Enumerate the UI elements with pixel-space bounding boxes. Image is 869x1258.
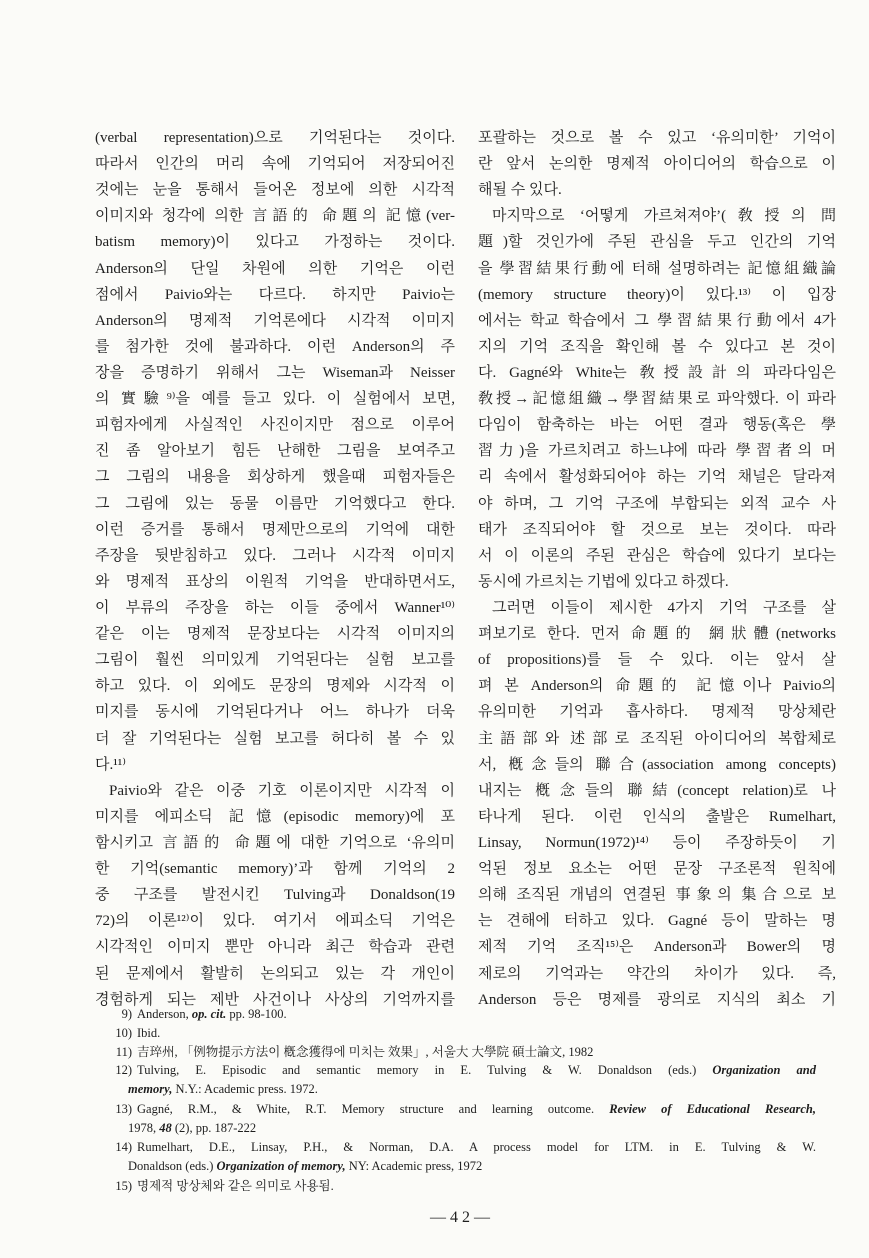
footnote-text: Ibid. xyxy=(137,1026,161,1040)
right-column-line: 제로의 기억과는 약간의 차이가 있다. 즉, xyxy=(478,965,836,982)
right-column-line: 타나게 된다. 이런 인식의 출발은 Rumelhart, xyxy=(478,808,836,825)
left-column-line: 다.¹¹⁾ xyxy=(95,756,126,773)
right-column-line: (memory structure theory)이 있다.¹³⁾ 이 입장 xyxy=(478,286,836,303)
footnote-text: 명제적 망상체와 같은 의미로 사용됨. xyxy=(137,1179,334,1193)
left-column-line: 진 좀 알아보기 힘든 난해한 그림을 보여주고 xyxy=(95,443,455,460)
right-column-line: 敎授→記憶組織→學習結果로 파악했다. 이 파라 xyxy=(478,391,836,408)
left-column-line: 의 實驗⁹⁾을 예를 들고 있다. 이 실험에서 보면, xyxy=(95,391,455,408)
left-column-line: Paivio와 같은 이중 기호 이론이지만 시각적 이 xyxy=(109,782,455,799)
footnote-italic-text: Organization of memory, xyxy=(216,1159,346,1173)
right-column-line: 題)할 것인가에 주된 관심을 두고 인간의 기억 xyxy=(478,234,836,251)
right-column-line: 그러면 이들이 제시한 4가지 기억 구조를 살 xyxy=(492,599,836,616)
footnote-text: (2), pp. 187-222 xyxy=(171,1121,257,1135)
left-column-line: 점에서 Paivio와는 다르다. 하지만 Paivio는 xyxy=(95,286,455,303)
left-column-line: 된 문제에서 활발히 논의되고 있는 각 개인이 xyxy=(95,965,455,982)
footnote-number: 12) xyxy=(115,1063,132,1077)
footnote-text: Tulving, E. Episodic and semantic memory in E. Tulving & W. Donaldson (eds.) xyxy=(137,1063,713,1077)
footnote-15 xyxy=(108,1177,816,1196)
footnote-italic-text: op. cit. xyxy=(191,1007,227,1021)
left-column-line: Anderson의 단일 차원에 의한 기억은 이런 xyxy=(95,260,455,277)
left-column-line: 중 구조를 발전시킨 Tulving과 Donaldson(19 xyxy=(95,887,455,904)
left-column-line: 하고 있다. 이 외에도 문장의 명제와 시각적 이 xyxy=(95,678,455,695)
left-column-line: 이 부류의 주장을 하는 이들 중에서 Wanner¹⁰⁾ xyxy=(95,599,455,616)
left-column-line: 장을 증명하기 위해서 그는 Wiseman과 Neisser xyxy=(95,364,455,381)
left-column-line: 한 기억(semantic memory)’과 함께 기억의 2 xyxy=(95,861,455,878)
footnote-line xyxy=(108,1119,816,1138)
right-column-line: 유의미한 기억과 흡사하다. 명제적 망상체란 xyxy=(478,704,836,721)
footnote-number: 10) xyxy=(115,1026,132,1040)
right-column-line: 내지는 槪念들의 聯結(concept relation)로 나 xyxy=(478,782,836,799)
right-column-line: 펴 본 Anderson의 命題的 記憶이나 Paivio의 xyxy=(478,678,836,695)
footnote-text: Rumelhart, D.E., Linsay, P.H., & Norman, D.A. A process model for LTM. in E. Tulving & W. xyxy=(137,1140,816,1154)
left-column-line: 미지를 에피소딕 記憶(episodic memory)에 포 xyxy=(95,808,455,825)
right-column-line: 서 이 이론의 주된 관심은 학습에 있다기 보다는 xyxy=(478,547,836,564)
left-column-line: 72)의 이론¹²⁾이 있다. 여기서 에피소딕 기억은 xyxy=(95,913,455,930)
page-number: — 4 2 — xyxy=(430,1209,490,1226)
footnote-line xyxy=(108,1177,816,1196)
footnote-11 xyxy=(108,1043,816,1062)
right-column-line: 習力)을 가르치려고 하느냐에 따라 學習者의 머 xyxy=(478,443,836,460)
left-column-line: 그 그림의 내용을 회상하게 했을때 피험자들은 xyxy=(95,469,455,486)
footnote-text: N.Y.: Academic press. 1972. xyxy=(172,1082,318,1096)
footnote-12 xyxy=(108,1061,816,1099)
right-column-line: 란 앞서 논의한 명제적 아이디어의 학습으로 이 xyxy=(478,156,836,173)
footnote-text: Gagné, R.M., & White, R.T. Memory structure and learning outcome. xyxy=(137,1102,610,1116)
left-column-line: 와 명제적 표상의 이원적 기억을 반대하면서도, xyxy=(95,573,455,590)
footnote-number: 11) xyxy=(115,1045,132,1059)
left-column-line: 시각적인 이미지 뿐만 아니라 최근 학습과 관련 xyxy=(95,939,455,956)
right-column-line: 펴보기로 한다. 먼저 命題的 網狀體(networks xyxy=(478,626,836,643)
footnote-number: 15) xyxy=(115,1179,132,1193)
footnote-line xyxy=(108,1043,816,1062)
right-column-line: 지의 기억 조직을 확인해 볼 수 있다고 본 것이 xyxy=(478,338,836,355)
footnote-italic-text: 48 xyxy=(159,1121,172,1135)
footnote-line xyxy=(108,1024,816,1043)
right-column-line: 억된 정보 요소는 어떤 문장 구조론적 원칙에 xyxy=(478,861,836,878)
left-column-line: 더 잘 기억된다는 실험 보고를 허다히 볼 수 있 xyxy=(95,730,455,747)
footnote-line xyxy=(108,1005,816,1024)
footnote-text: 吉琗州, 「例物提示方法이 槪念獲得에 미치는 效果」, 서울大 大學院 碩士論文, 1982 xyxy=(137,1045,594,1059)
footnote-number: 13) xyxy=(115,1102,132,1116)
right-column-line: 태가 조직되어야 할 것으로 보는 것이다. 따라 xyxy=(478,521,836,538)
footnote-line xyxy=(108,1100,816,1119)
left-column-line: batism memory)이 있다고 가정하는 것이다. xyxy=(95,234,455,251)
footnote-10 xyxy=(108,1024,816,1043)
left-column-line: 같은 이는 명제적 문장보다는 시각적 이미지의 xyxy=(95,626,455,643)
footnote-line xyxy=(108,1080,816,1099)
footnote-italic-text: Review of Educational Research, xyxy=(609,1102,816,1116)
footnote-text: Anderson, xyxy=(137,1007,192,1021)
left-column-line: 이미지와 청각에 의한 言語的 命題의 記憶(ver- xyxy=(95,208,455,225)
footnote-number: 14) xyxy=(115,1140,132,1154)
right-column-line: 포괄하는 것으로 볼 수 있고 ‘유의미한’ 기억이 xyxy=(478,130,836,146)
left-column-line: (verbal representation)으로 기억된다는 것이다. xyxy=(95,130,455,146)
left-column-line: 경험하게 되는 제반 사건이나 사상의 기억까지를 xyxy=(95,991,455,1008)
footnote-9 xyxy=(108,1005,816,1024)
footnote-italic-text: memory, xyxy=(128,1082,173,1096)
right-column-line: 서, 槪念들의 聯合(association among concepts) xyxy=(478,756,836,773)
left-column-line: 를 첨가한 것에 불과하다. 이런 Anderson의 주 xyxy=(95,338,455,355)
footnote-text: 1978, xyxy=(128,1121,160,1135)
left-column-line: 그림이 훨씬 의미있게 기억된다는 실험 보고를 xyxy=(95,652,455,669)
left-column-line: 주장을 뒷받침하고 있다. 그러나 시각적 이미지 xyxy=(95,547,455,564)
right-column-line: 의해 조직된 개념의 연결된 事象의 集合으로 보 xyxy=(478,887,836,904)
left-column-line: Anderson의 명제적 기억론에다 시각적 이미지 xyxy=(95,312,455,329)
right-column-line: 동시에 가르치는 기법에 있다고 하겠다. xyxy=(478,573,729,590)
right-column-line: of propositions)를 들 수 있다. 이는 앞서 살 xyxy=(478,652,836,669)
footnote-13 xyxy=(108,1100,816,1138)
left-column-line: 함시키고 言語的 命題에 대한 기억으로 ‘유의미 xyxy=(95,834,455,851)
right-column-line: 는 견해에 터하고 있다. Gagné 등이 말하는 명 xyxy=(478,913,836,930)
right-column-line: 다임이 함축하는 바는 어떤 결과 행동(혹은 學 xyxy=(478,417,836,434)
left-column-line: 미지를 동시에 기억된다거나 어느 하나가 더욱 xyxy=(95,704,455,721)
right-column-line: 제적 기억 조직¹⁵⁾은 Anderson과 Bower의 명 xyxy=(478,939,836,956)
right-column-line: 主語部와 述部로 조직된 아이디어의 복합체로 xyxy=(478,730,836,747)
footnote-text: pp. 98-100. xyxy=(226,1007,287,1021)
left-column xyxy=(95,125,455,1013)
right-column xyxy=(478,125,836,1013)
right-column-line: Anderson 등은 명제를 광의로 지식의 최소 기 xyxy=(478,991,836,1008)
right-column-line: 해될 수 있다. xyxy=(478,182,562,199)
right-column-line: 야 하며, 그 기억 구조에 부합되는 외적 교수 사 xyxy=(478,495,836,512)
footnote-14 xyxy=(108,1138,816,1176)
right-column-line: 다. Gagné와 White는 敎授設計의 파라다임은 xyxy=(478,364,836,381)
footnote-line xyxy=(108,1138,816,1157)
footnote-text: Donaldson (eds.) xyxy=(128,1159,217,1173)
right-column-line: 마지막으로 ‘어떻게 가르쳐져야’(敎授의 問 xyxy=(492,208,836,225)
right-column-line: Linsay, Normun(1972)¹⁴⁾ 등이 주장하듯이 기 xyxy=(478,834,836,851)
left-column-line: 따라서 인간의 머리 속에 기억되어 저장되어진 xyxy=(95,156,455,173)
left-column-line: 이런 증거를 통해서 명제만으로의 기억에 대한 xyxy=(95,521,455,538)
footnote-text: NY: Academic press, 1972 xyxy=(345,1159,483,1173)
footnote-italic-text: Organization and xyxy=(712,1063,817,1077)
right-column-line: 리 속에서 활성화되어야 하는 기억 채널은 달라져 xyxy=(478,469,836,486)
footnote-number: 9) xyxy=(121,1007,132,1021)
left-column-line: 그 그림에 있는 동물 이름만 기억했다고 한다. xyxy=(95,495,455,512)
left-column-line: 것에는 눈을 통해서 들어온 정보에 의한 시각적 xyxy=(95,182,455,199)
footnote-line xyxy=(108,1157,816,1176)
right-column-line: 에서는 학교 학습에서 그 學習結果行動에서 4가 xyxy=(478,312,836,329)
footnote-line xyxy=(108,1061,816,1080)
right-column-line: 을 學習結果行動에 터해 설명하려는 記憶組織論 xyxy=(478,260,836,277)
left-column-line: 피험자에게 사실적인 사진이지만 점으로 이루어 xyxy=(95,417,455,434)
